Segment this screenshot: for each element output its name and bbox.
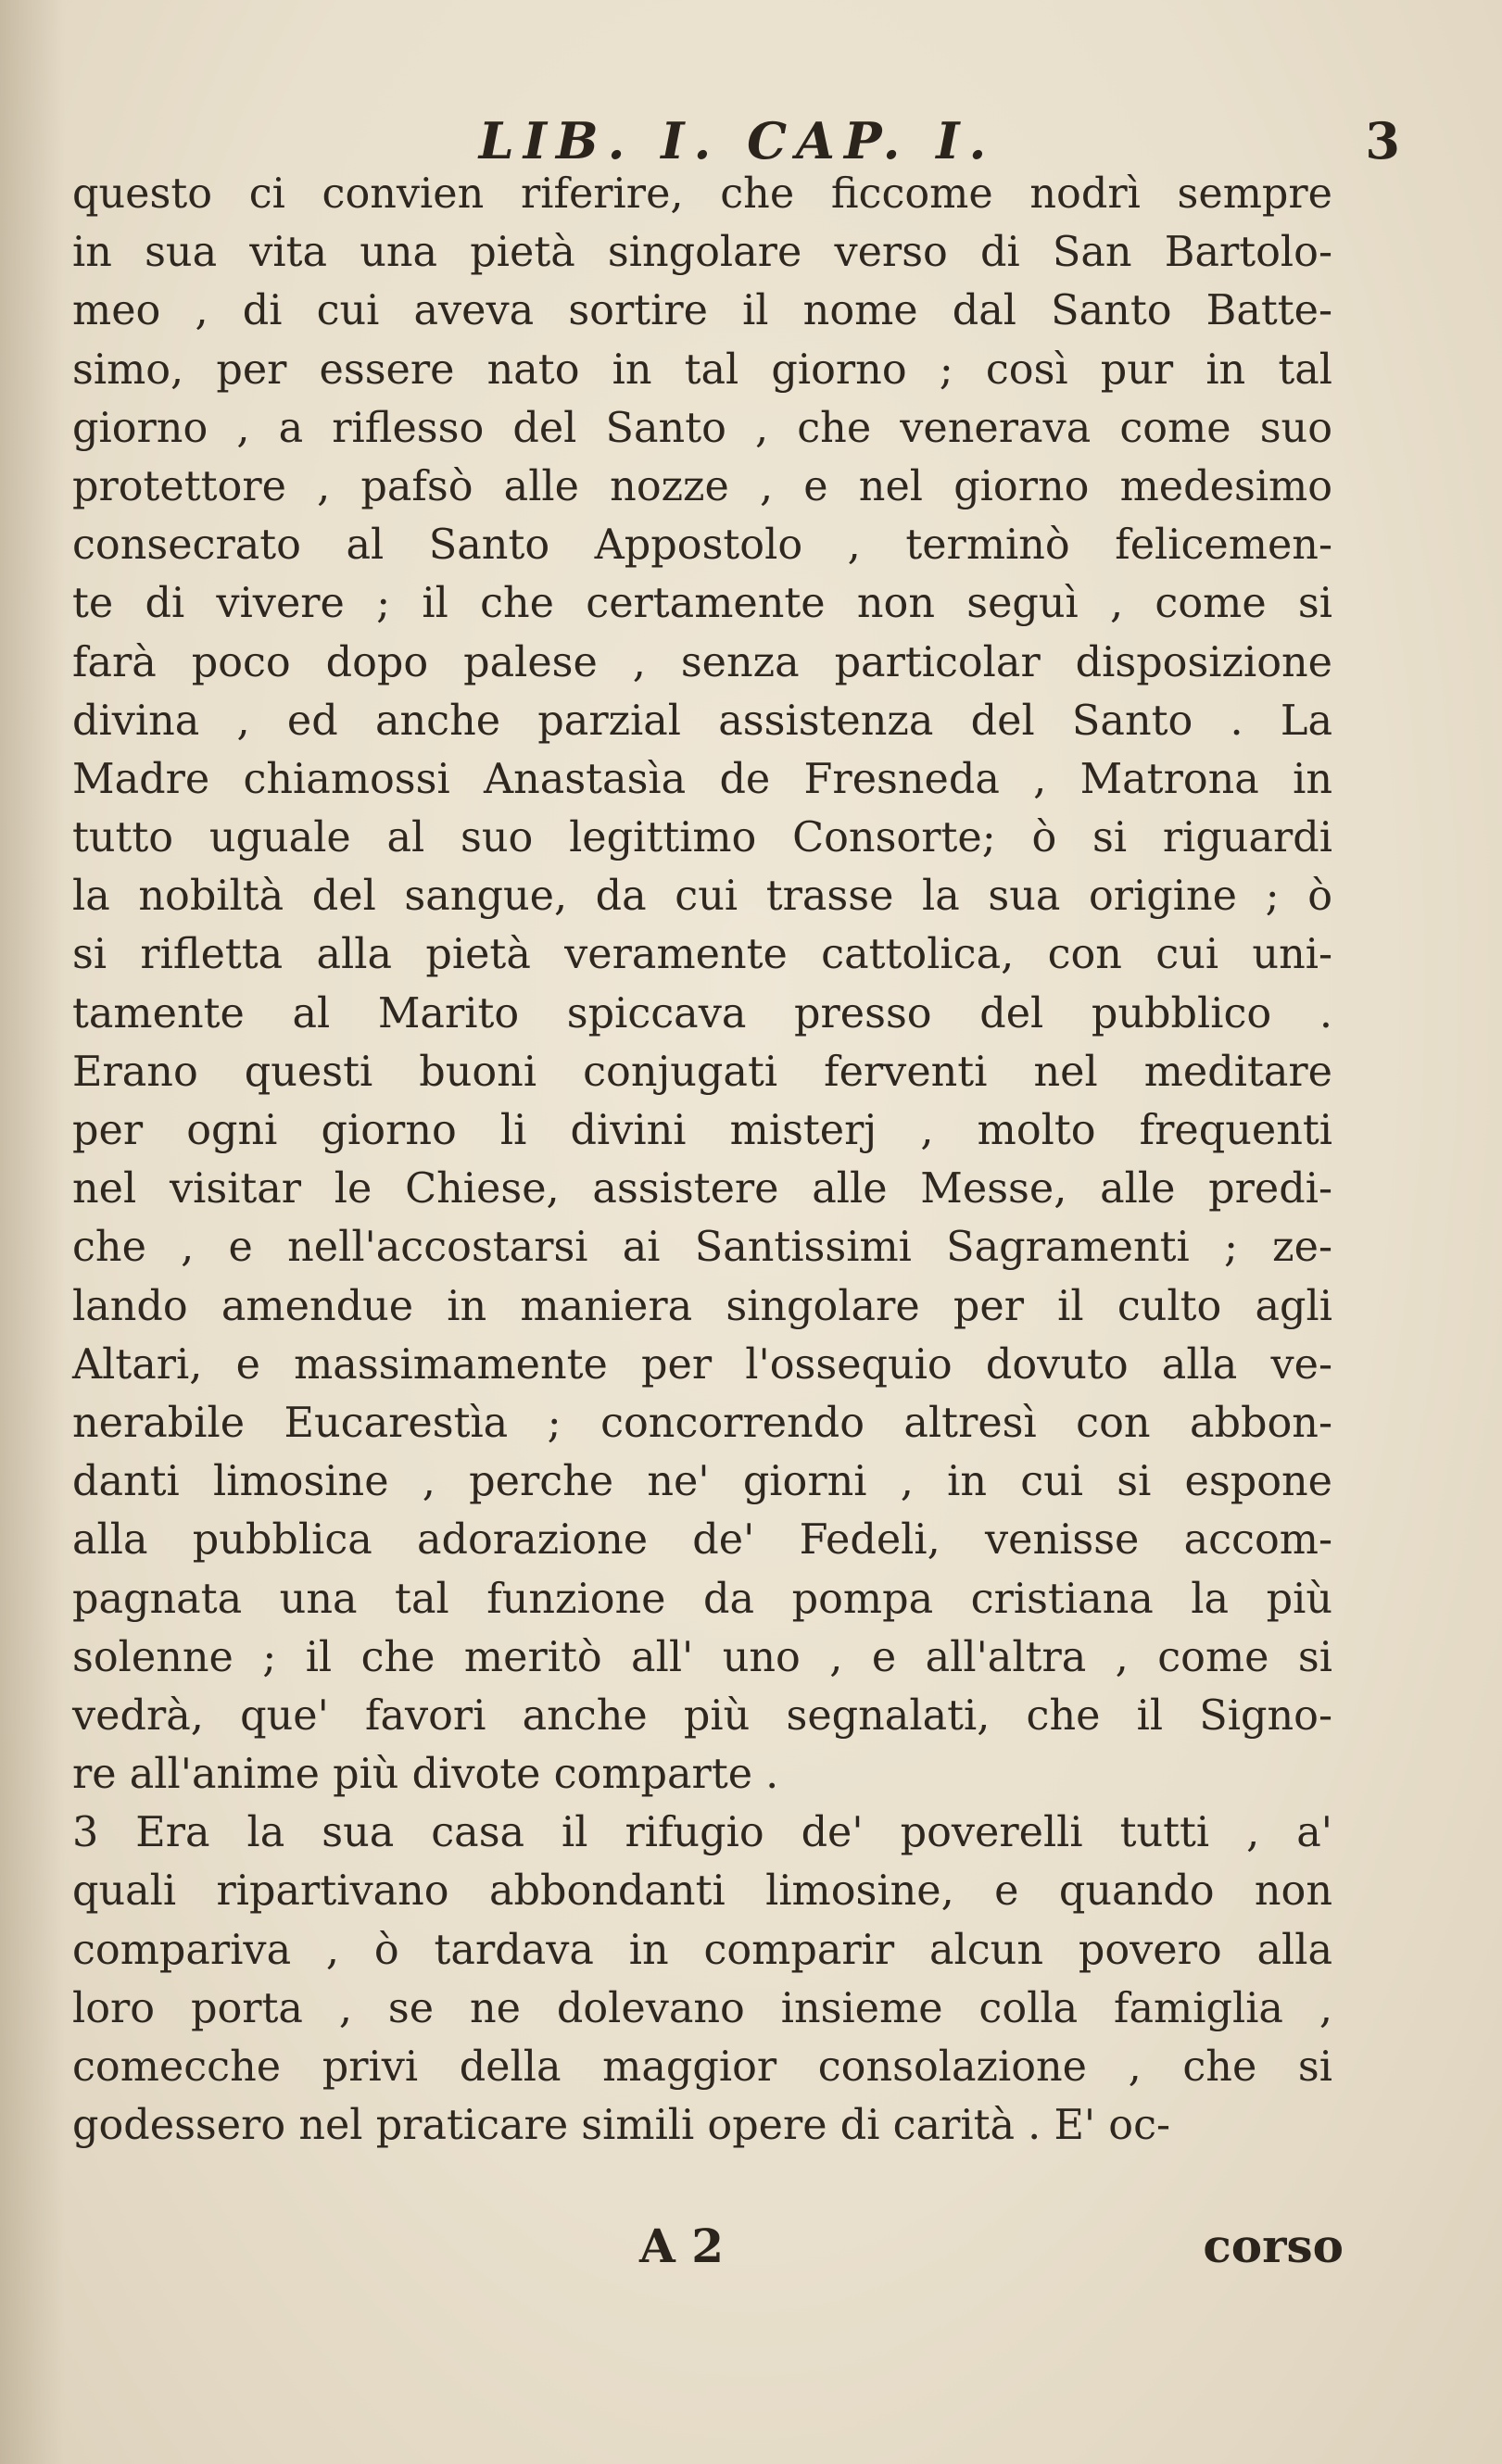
text-line: tamente al Marito spiccava presso del pubblico . (72, 989, 1332, 1037)
text-line: che , e nell'accostarsi ai Santissimi Sagramenti ; ze- (72, 1224, 1332, 1272)
text-line: simo, per essere nato in tal giorno ; così pur in tal (72, 346, 1332, 394)
running-title: LIB. I. CAP. I. (478, 111, 996, 170)
signature-mark: A 2 (639, 2219, 724, 2273)
text-line: pagnata una tal funzione da pompa cristiana la più (72, 1575, 1332, 1623)
gutter-shadow (0, 0, 65, 2464)
text-line: compariva , ò tardava in comparir alcun povero alla (72, 1926, 1332, 1974)
text-line: vedrà, que' favori anche più segnalati, che il Signo- (72, 1691, 1332, 1740)
text-line: te di vivere ; il che certamente non seguì , come si (72, 580, 1332, 628)
text-line: re all'anime più divote comparte . (72, 1751, 779, 1799)
text-line: questo ci convien riferire, che ficcome nodrì sempre (72, 170, 1332, 218)
text-line: solenne ; il che meritò all' uno , e all'altra , come si (72, 1633, 1332, 1681)
text-line: alla pubblica adorazione de' Fedeli, venisse accom- (72, 1516, 1332, 1565)
text-line: danti limosine , perche ne' giorni , in cui si espone (72, 1458, 1332, 1506)
text-line: in sua vita una pietà singolare verso di San Bartolo- (72, 229, 1332, 277)
text-line: per ogni giorno li divini misterj , molto frequenti (72, 1107, 1332, 1154)
text-line: lando amendue in maniera singolare per il culto agli (72, 1282, 1332, 1330)
text-line: 3 Era la sua casa il rifugio de' poverelli tutti , a' (72, 1809, 1332, 1857)
catchword: corso (1203, 2219, 1344, 2273)
page-footer (639, 2219, 1344, 2283)
text-line: nel visitar le Chiese, assistere alle Messe, alle predi- (72, 1165, 1332, 1213)
text-line: godessero nel praticare simili opere di carità . E' oc- (72, 2102, 1171, 2150)
page-number: 3 (1365, 111, 1400, 170)
text-line: farà poco dopo palese , senza particolar disposizione (72, 638, 1332, 686)
text-line: comecche privi della maggior consolazione , che si (72, 2043, 1332, 2091)
text-line: consecrato al Santo Appostolo , terminò felicemen- (72, 522, 1332, 570)
text-line: tutto uguale al suo legittimo Consorte; ò si riguardi (72, 814, 1332, 862)
text-line: quali ripartivano abbondanti limosine, e quando non (72, 1867, 1332, 1916)
text-line: si rifletta alla pietà veramente cattolica, con cui uni- (72, 931, 1332, 979)
text-line: Erano questi buoni conjugati ferventi nel meditare (72, 1048, 1332, 1096)
text-line: Madre chiamossi Anastasìa de Fresneda , Matrona in (72, 755, 1332, 803)
text-block (72, 165, 1332, 2155)
text-line: la nobiltà del sangue, da cui trasse la sua origine ; ò (72, 873, 1332, 921)
text-line: loro porta , se ne dolevano insieme colla famiglia , (72, 1984, 1332, 2032)
text-line: protettore , pafsò alle nozze , e nel giorno medesimo (72, 462, 1332, 510)
text-line: Altari, e massimamente per l'ossequio dovuto alla ve- (72, 1340, 1332, 1389)
text-line: divina , ed anche parzial assistenza del Santo . La (72, 697, 1332, 745)
text-line: meo , di cui aveva sortire il nome dal Santo Batte- (72, 287, 1332, 335)
text-line: giorno , a riflesso del Santo , che venerava come suo (72, 404, 1332, 452)
text-line: nerabile Eucarestìa ; concorrendo altresì con abbon- (72, 1399, 1332, 1447)
